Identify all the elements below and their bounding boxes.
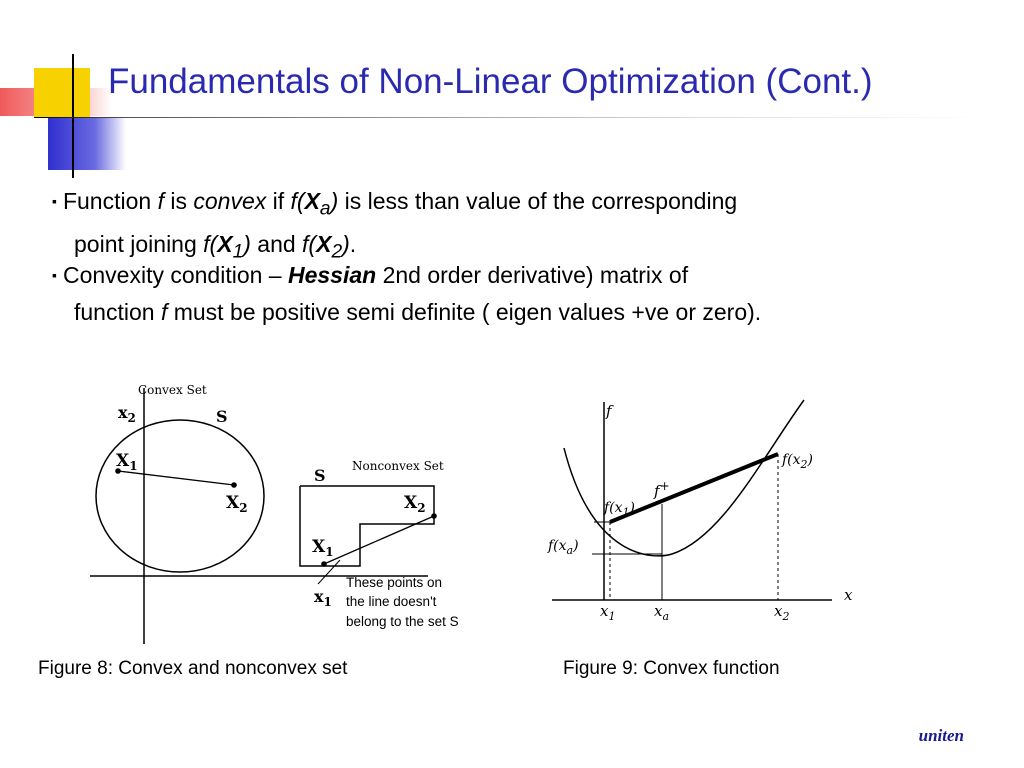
- text-italic: convex: [193, 188, 267, 214]
- text-span: .: [349, 230, 357, 257]
- text-subscript: 1: [323, 595, 332, 609]
- nonconvex-segment: [324, 516, 434, 564]
- text-superscript: +: [659, 479, 670, 493]
- point-x2-label: [226, 493, 248, 515]
- bullet-line: [52, 184, 737, 227]
- figure-convex-nonconvex-set: [88, 374, 500, 646]
- figure-8-caption: Figure 8: Convex and nonconvex set: [38, 658, 348, 679]
- note-line-1: These points on: [346, 575, 443, 590]
- deco-vertical-line: [72, 54, 74, 178]
- text-italic: f: [160, 299, 168, 325]
- text-subscript: 2: [800, 458, 808, 471]
- chord-line: [610, 454, 778, 522]
- text-span: X: [312, 537, 326, 557]
- convex-set-title: Convex Set: [138, 383, 207, 397]
- deco-blue-square: [48, 118, 126, 170]
- tick-x1-label: [600, 602, 615, 623]
- text-subscript: 1: [325, 545, 334, 559]
- bullet-line: [52, 295, 761, 329]
- text-span: 2nd order derivative) matrix of: [376, 262, 689, 288]
- bullet-convexity-condition: [52, 258, 761, 329]
- text-span: x: [774, 602, 783, 620]
- text-subscript: 1: [608, 610, 616, 623]
- text-span: f: [654, 482, 660, 500]
- nonconvex-set-title: Nonconvex Set: [352, 459, 444, 473]
- text-bold-italic: X: [217, 230, 233, 257]
- convex-curve: [564, 400, 804, 556]
- bullet-convex-definition: [52, 184, 737, 269]
- f-axis-label: f: [606, 402, 612, 420]
- text-span: Function: [62, 188, 158, 214]
- f-x1-label: [603, 500, 635, 519]
- f-xa-label: [547, 538, 579, 557]
- text-subscript: 1: [129, 459, 138, 473]
- note-line-2: the line doesn't: [346, 594, 437, 609]
- text-italic: f(: [302, 230, 317, 257]
- text-span: x: [118, 403, 128, 422]
- nc-point-x2: [431, 513, 437, 519]
- convex-set-label: S: [216, 407, 228, 426]
- text-span: point joining: [74, 230, 204, 257]
- tick-xa-label: [654, 602, 669, 623]
- text-span: x: [600, 602, 609, 620]
- text-subscript: 2: [239, 501, 248, 515]
- text-span: ): [629, 500, 636, 516]
- figure-9-caption: Figure 9: Convex function: [563, 658, 780, 679]
- deco-yellow-square: [34, 68, 90, 118]
- text-subscript: 2: [782, 610, 790, 623]
- text-span: f(x: [548, 538, 567, 554]
- text-bold-italic: X: [316, 230, 332, 257]
- text-subscript: a: [319, 198, 331, 220]
- text-italic: f: [157, 188, 164, 214]
- text-span: X: [116, 451, 130, 471]
- text-span: x: [654, 602, 663, 620]
- nonconvex-set-label: S: [314, 466, 326, 485]
- text-subscript: 2: [127, 411, 136, 425]
- text-subscript: 1: [232, 241, 244, 263]
- slide-title: Fundamentals of Non-Linear Optimization (Cont.): [108, 62, 873, 101]
- axis-x2-label: [118, 403, 136, 425]
- text-italic: ): [330, 188, 339, 214]
- nc-point-x1: [321, 561, 327, 567]
- text-bold-italic: Hessian: [287, 262, 377, 288]
- note-line-3: belong to the set S: [346, 614, 459, 629]
- point-x2: [231, 482, 237, 488]
- text-span: ): [807, 452, 814, 468]
- bullet-marker: ▪: [52, 193, 57, 209]
- text-italic: ): [342, 230, 350, 257]
- text-span: x: [314, 587, 324, 606]
- text-span: X: [404, 493, 418, 513]
- bullet-marker: ▪: [52, 267, 57, 283]
- text-span: f(x: [604, 500, 623, 516]
- bullet-line: [52, 258, 761, 295]
- f-x2-label: [781, 452, 813, 471]
- text-span: ): [573, 538, 579, 554]
- text-subscript: 2: [417, 501, 426, 515]
- text-subscript: a: [566, 544, 574, 557]
- nc-point-x2-label: [404, 493, 426, 515]
- axis-x1-label: [314, 587, 332, 609]
- text-span: Convexity condition –: [62, 262, 288, 288]
- text-italic: f(: [203, 230, 218, 257]
- text-span: is less than value of the corresponding: [338, 188, 738, 214]
- text-span: and: [250, 230, 303, 257]
- figure-8-drawing: [88, 374, 500, 646]
- tick-x2-label: [774, 602, 789, 623]
- text-span: if: [266, 188, 291, 214]
- point-x1-label: [116, 451, 138, 473]
- text-span: must be positive semi definite ( eigen values +ve or zero).: [167, 299, 762, 325]
- text-italic: ): [243, 230, 251, 257]
- text-subscript: 2: [331, 241, 343, 263]
- text-bold-italic: X: [304, 188, 320, 214]
- footer-logo-text: uniten: [918, 726, 964, 745]
- deco-horizontal-line: [34, 117, 984, 118]
- x-axis-label: x: [844, 586, 853, 604]
- text-subscript: a: [662, 610, 670, 623]
- convex-segment: [118, 471, 234, 485]
- text-span: is: [163, 188, 194, 214]
- nc-point-x1-label: [312, 537, 334, 559]
- text-span: X: [226, 493, 240, 513]
- figure-convex-function: [532, 388, 858, 642]
- figure-9-drawing: [532, 388, 858, 642]
- text-subscript: 1: [622, 506, 630, 519]
- text-italic: f(: [290, 188, 305, 214]
- text-span: f(x: [782, 452, 801, 468]
- text-span: function: [74, 299, 161, 325]
